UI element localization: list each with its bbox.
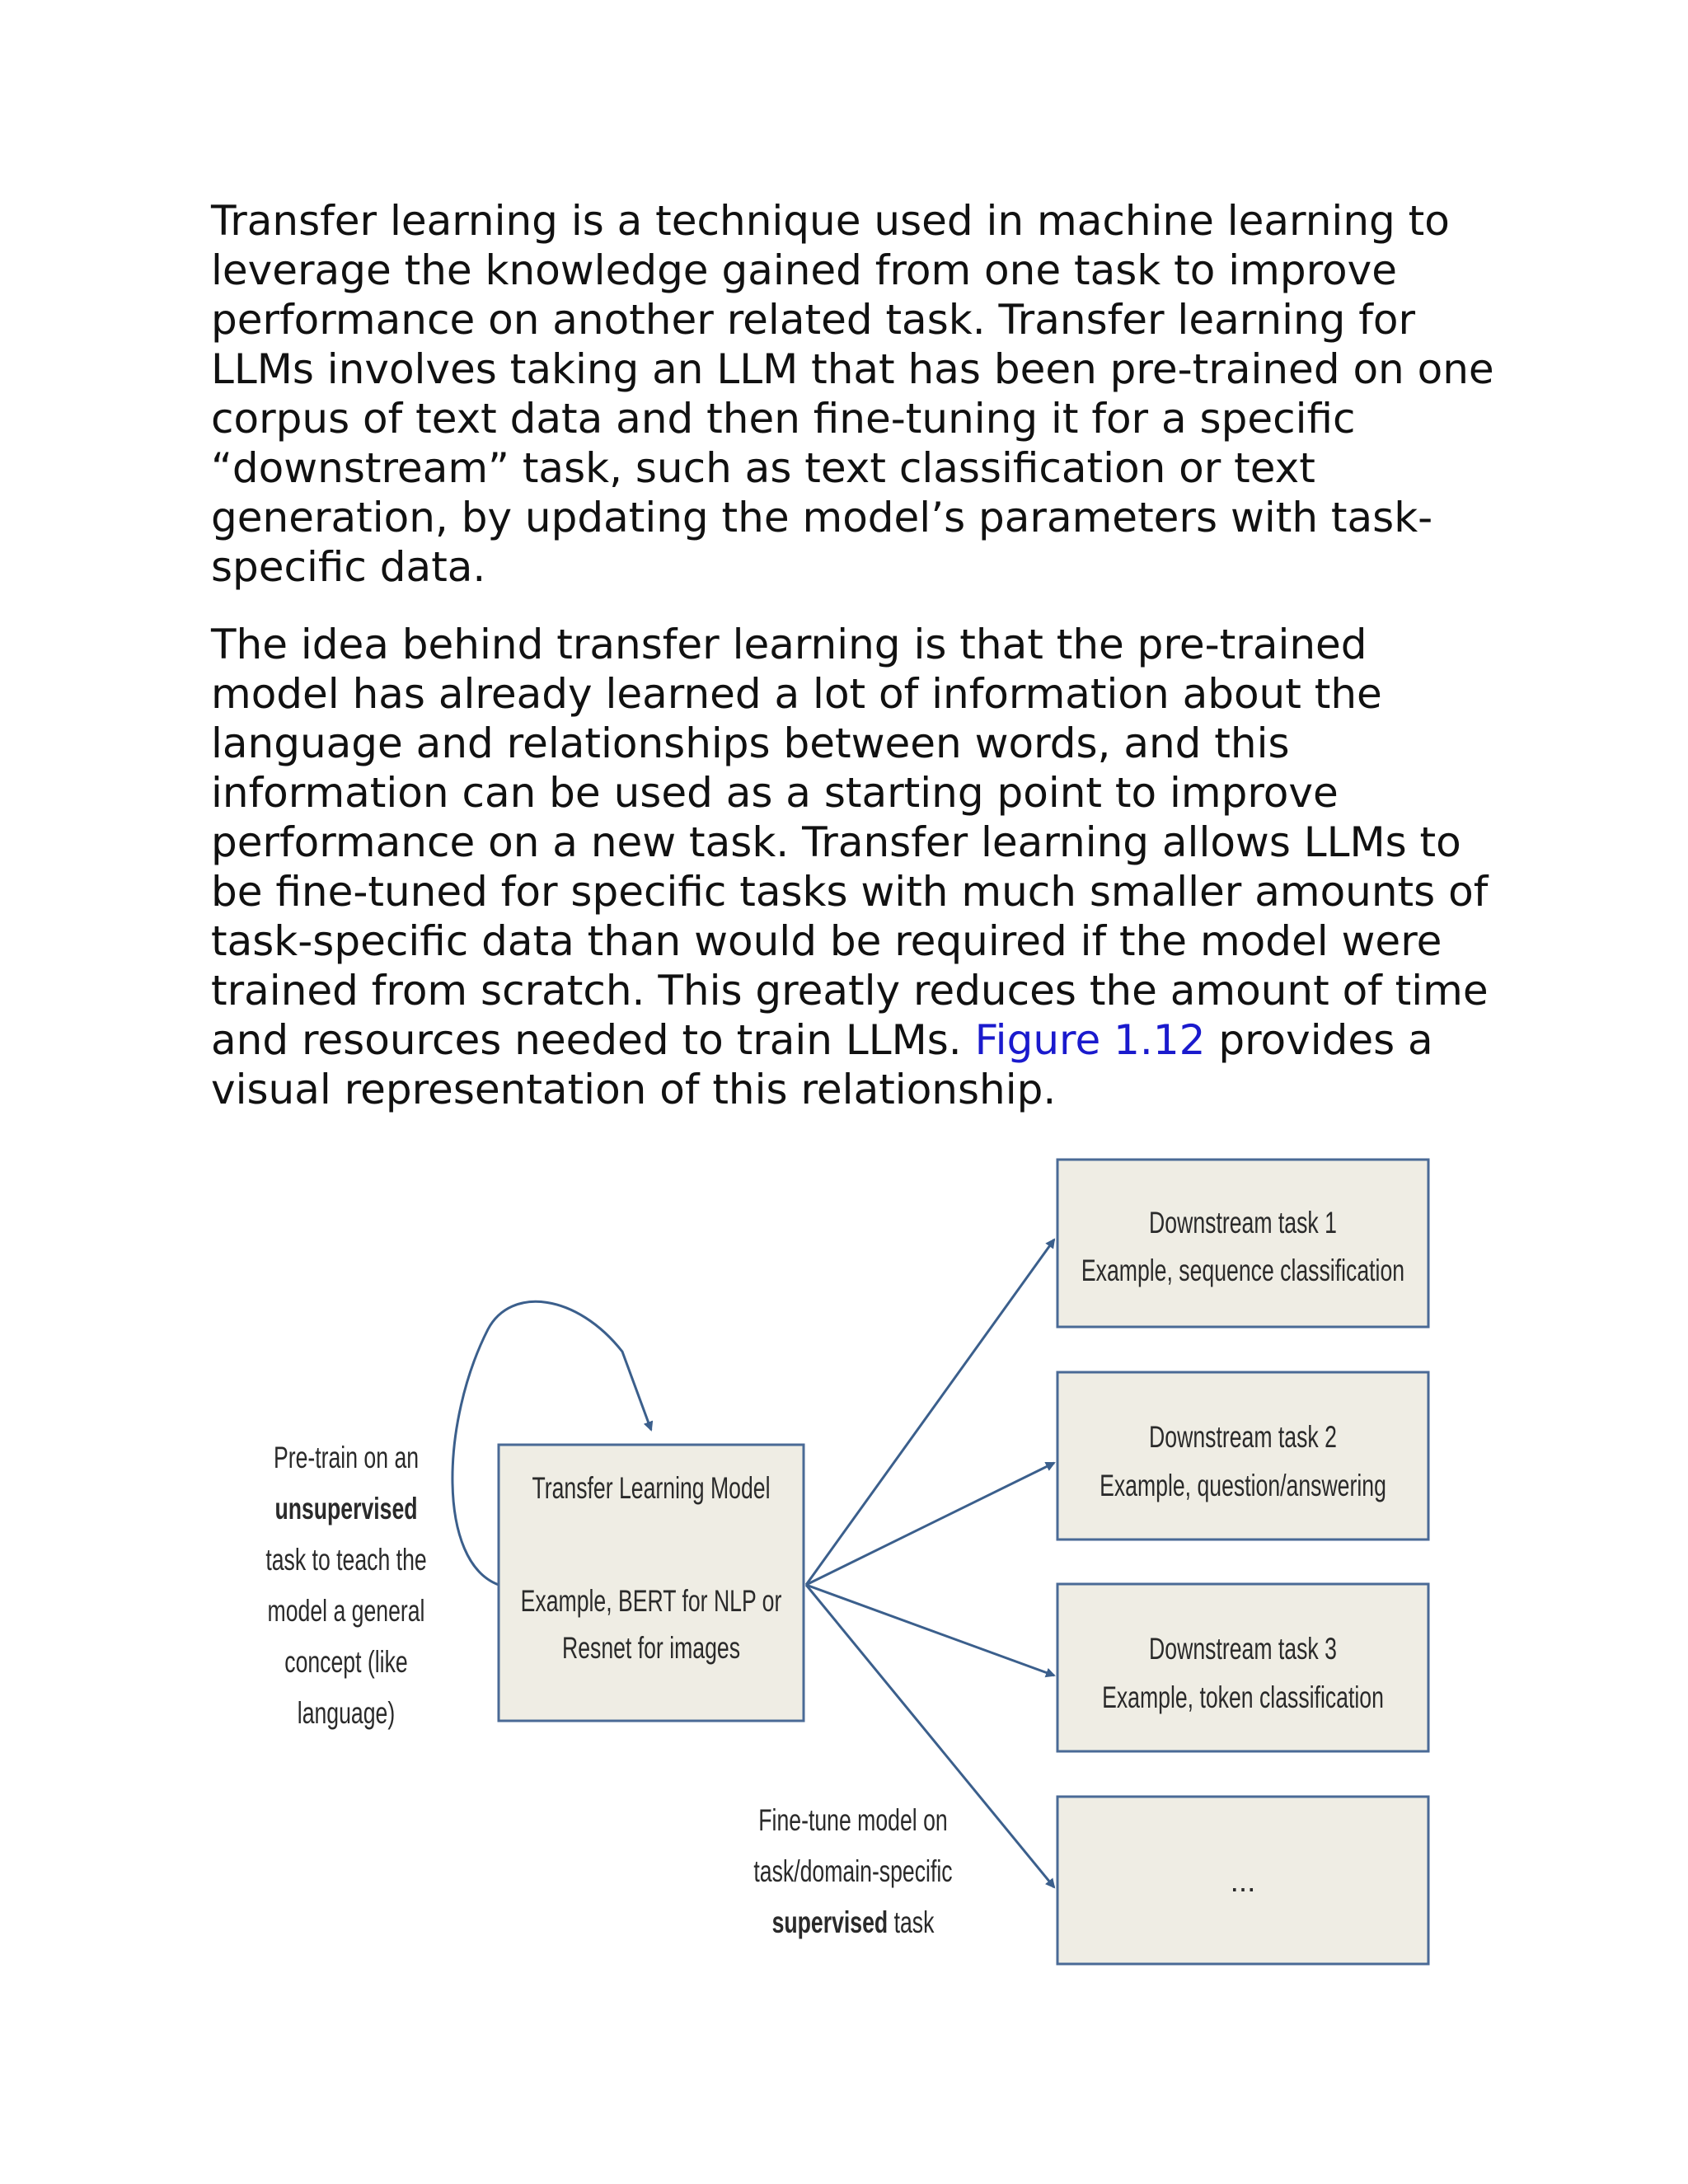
finetune-line-2: task/domain-specific	[753, 1854, 953, 1889]
pretrain-line-1: Pre-train on an	[273, 1440, 420, 1475]
task-subtitle: Example, token classification	[1102, 1680, 1384, 1715]
arrow-to-task-2	[806, 1463, 1054, 1585]
finetune-line-3-rest: task	[888, 1905, 935, 1940]
body-text	[211, 196, 1497, 1142]
finetune-label	[753, 1803, 952, 1939]
pretrain-line-2: unsupervised	[274, 1491, 418, 1526]
paragraph-1: Transfer learning is a technique used in machine learning to leverage the knowledge gained from one task to improve performance on another related task. Transfer learning for LLMs involves taking an LLM that has been pre-trained on one corpus of text data and then fine-tuning it for a specific “downstream” task, such as text classification or text generation, by updating the model’s parameters with task-specific data.	[211, 197, 1494, 591]
task-ellipsis: ...	[1230, 1864, 1256, 1898]
pretrain-line-6: language)	[297, 1695, 396, 1731]
task-box	[1057, 1372, 1428, 1540]
task-box	[1057, 1160, 1428, 1327]
figure-reference-link[interactable]: Figure 1.12	[974, 1016, 1206, 1064]
finetune-bold-word: supervised	[771, 1905, 889, 1940]
pretrain-line-5: concept (like	[284, 1644, 408, 1680]
downstream-task-2	[1057, 1372, 1428, 1540]
model-box-line-2: Resnet for images	[561, 1630, 741, 1666]
pretrain-line-3: task to teach the	[265, 1542, 427, 1577]
finetune-line-3	[772, 1905, 935, 1939]
transfer-learning-figure	[247, 1150, 1434, 1978]
task-box	[1057, 1584, 1428, 1751]
paragraph-2-text-end: provides a visual representation of this relationship.	[211, 1016, 1433, 1113]
task-title: Downstream task 1	[1149, 1205, 1337, 1240]
task-subtitle: Example, question/answering	[1100, 1468, 1386, 1503]
transfer-learning-diagram	[247, 1150, 1434, 1978]
task-subtitle: Example, sequence classification	[1081, 1253, 1405, 1288]
arrow-to-task-1	[806, 1240, 1054, 1585]
downstream-task-more	[1057, 1797, 1428, 1964]
task-title: Downstream task 3	[1149, 1631, 1337, 1666]
pretrain-label	[265, 1441, 426, 1730]
model-box-title: Transfer Learning Model	[532, 1470, 771, 1506]
paragraph-2	[211, 620, 1497, 1114]
pretrain-line-4: model a general	[267, 1593, 425, 1629]
task-title: Downstream task 2	[1149, 1419, 1337, 1455]
downstream-task-3	[1057, 1584, 1428, 1751]
downstream-task-1	[1057, 1160, 1428, 1327]
paragraph-2-text: The idea behind transfer learning is that the pre-trained model has already learned a lot of information about the language and relationships between words, and this information can be used as a starting point to improve performance on a new task. Transfer learning allows LLMs to be fine-tuned for specific tasks with much smaller amounts of task-specific data than would be required if the model were trained from scratch. This greatly reduces the amount of time and resources needed to train LLMs.	[211, 621, 1489, 1064]
model-box-line-1: Example, BERT for NLP or	[520, 1583, 782, 1619]
finetune-line-1: Fine-tune model on	[758, 1802, 948, 1838]
